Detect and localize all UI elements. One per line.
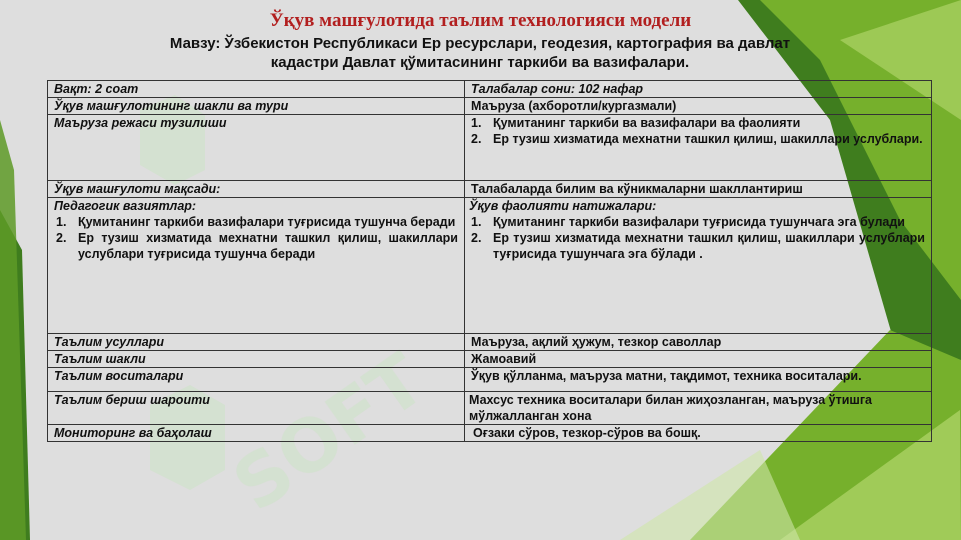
table-row bbox=[48, 392, 932, 425]
teaching-conditions-label: Таълим бериш шароити bbox=[48, 392, 465, 425]
teaching-form-label: Таълим шакли bbox=[48, 351, 465, 368]
table-row bbox=[48, 198, 932, 334]
monitoring-label: Мониторинг ва баҳолаш bbox=[48, 425, 465, 442]
list-item: 1. Қумитанинг таркиби вазифалари туғрисида тушунчага эга булади bbox=[471, 215, 905, 229]
table-row bbox=[48, 425, 932, 442]
students-count-cell: Талабалар сони: 102 нафар bbox=[465, 81, 932, 98]
learning-outcomes-header: Ўқув фаолияти натижалари: bbox=[469, 199, 657, 213]
teaching-tools-label: Таълим воситалари bbox=[48, 368, 465, 392]
lecture-plan-list bbox=[465, 115, 932, 181]
lesson-form-value: Маъруза (ахборотли/кургазмали) bbox=[465, 98, 932, 115]
list-item: 2. Ер тузиш хизматида мехнатни ташкил қилиш, шакиллари услублари туғрисида тушунча беради bbox=[56, 231, 458, 261]
table-row bbox=[48, 368, 932, 392]
slide-subtitle: Мавзу: Ўзбекистон Республикаси Ер ресурслари, геодезия, картография ва давлат кадастри Давлат қўмитасининг таркиби ва вазифалари. bbox=[169, 35, 791, 71]
teaching-tools-value: Ўқув қўлланма, маъруза матни, тақдимот, техника воситалари. bbox=[465, 368, 932, 392]
monitoring-value: Оғзаки сўров, тезкор-сўров ва бошқ. bbox=[465, 425, 932, 442]
list-item: 2. Ер тузиш хизматида мехнатни ташкил қилиш, шакиллари услублари. bbox=[471, 132, 923, 146]
table-row bbox=[48, 98, 932, 115]
teaching-methods-label: Таълим усуллари bbox=[48, 334, 465, 351]
table-row bbox=[48, 81, 932, 98]
lesson-goal-value: Талабаларда билим ва кўникмаларни шакллантириш bbox=[465, 181, 932, 198]
slide-title: Ўқув машғулотида таълим технологияси модели bbox=[269, 10, 692, 31]
table-row bbox=[48, 115, 932, 181]
learning-outcomes-cell bbox=[465, 198, 932, 334]
list-item: 1. Қумитанинг таркиби вазифалари туғрисида тушунча беради bbox=[56, 215, 456, 229]
teaching-conditions-value: Махсус техника воситалари билан жиҳозланган, маъруза ўтишга мўлжалланган хона bbox=[465, 392, 932, 425]
list-item: 1. Қумитанинг таркиби ва вазифалари ва фаолияти bbox=[471, 116, 801, 130]
lecture-plan-label: Маъруза режаси тузилиши bbox=[48, 115, 465, 181]
lesson-model-table bbox=[47, 80, 932, 442]
lesson-goal-label: Ўқув машғулоти мақсади: bbox=[48, 181, 465, 198]
pedagogical-situations-cell bbox=[48, 198, 465, 334]
teaching-form-value: Жамоавий bbox=[465, 351, 932, 368]
time-cell: Вақт: 2 соат bbox=[48, 81, 465, 98]
list-item: 2. Ер тузиш хизматида мехнатни ташкил қилиш, шакиллари услублари туғрисида тушунчага эга бўлади . bbox=[471, 231, 925, 261]
table-row bbox=[48, 351, 932, 368]
pedagogical-situations-header: Педагогик вазиятлар: bbox=[54, 199, 197, 213]
lesson-form-label: Ўқув машғулотининг шакли ва тури bbox=[48, 98, 465, 115]
table-row bbox=[48, 181, 932, 198]
teaching-methods-value: Маъруза, ақлий ҳужум, тезкор саволлар bbox=[465, 334, 932, 351]
svg-text:SOFT: SOFT bbox=[218, 337, 440, 528]
table-row bbox=[48, 334, 932, 351]
